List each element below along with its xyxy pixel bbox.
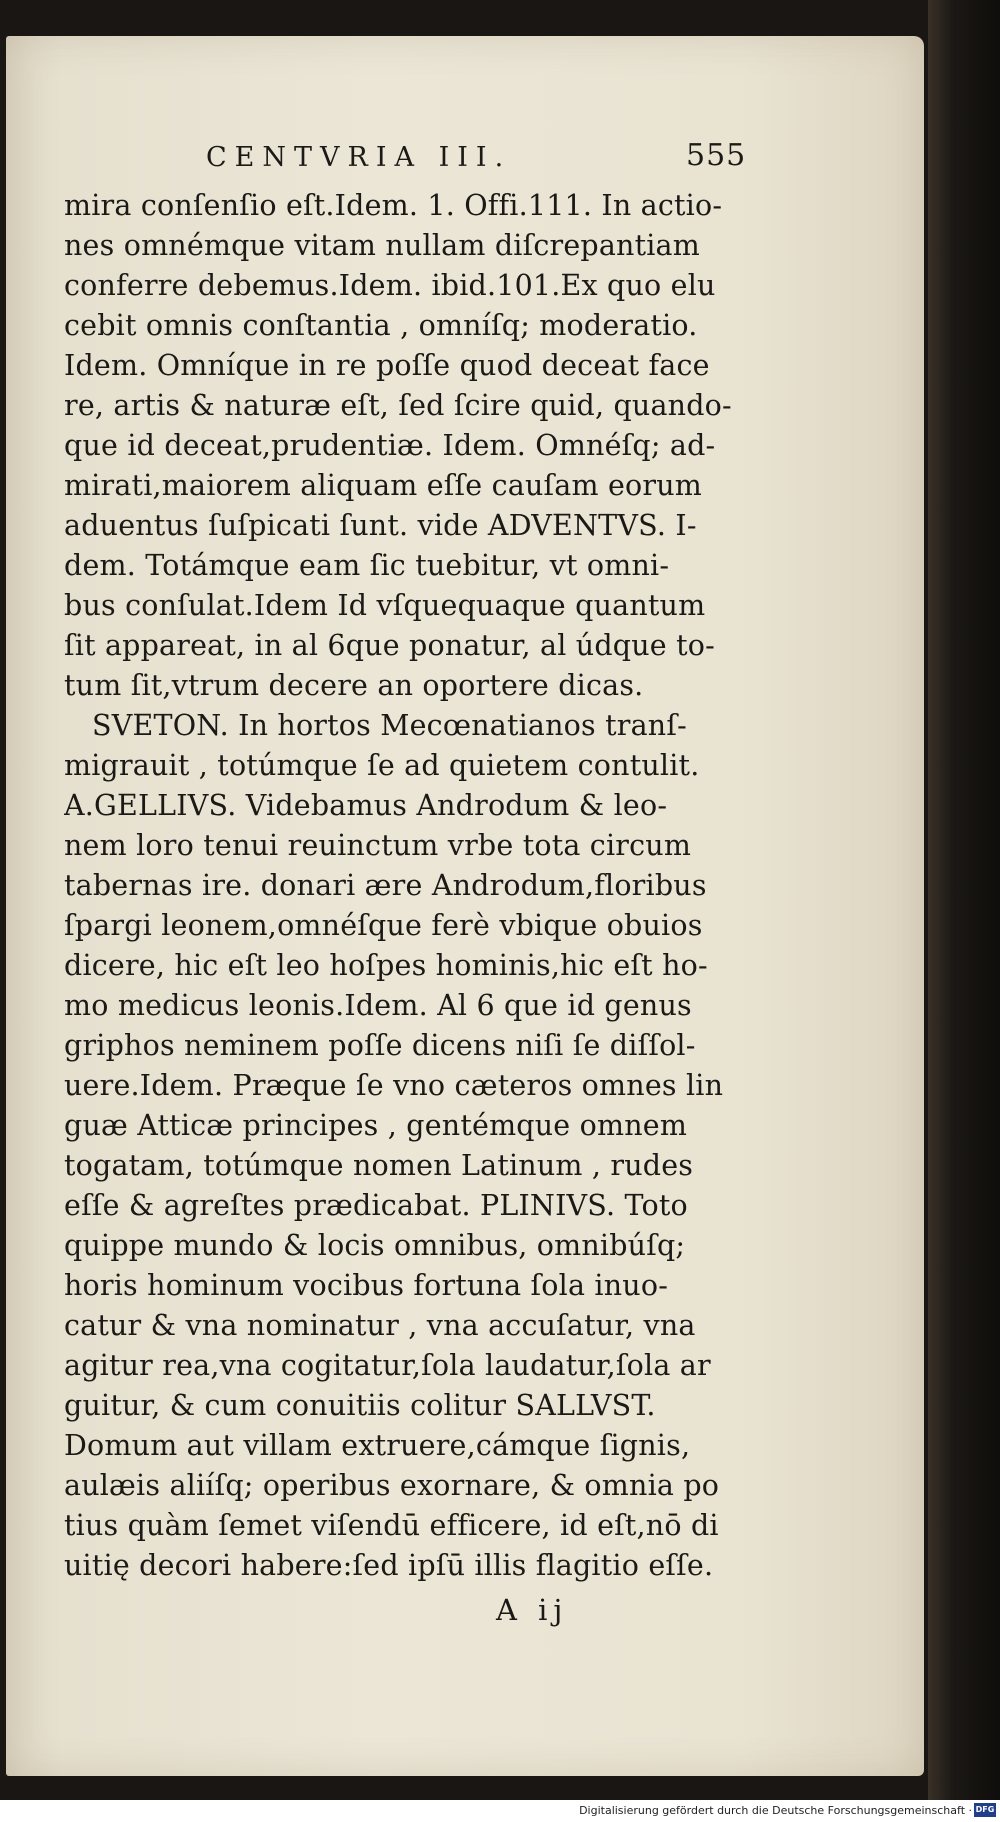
text-line: griphos neminem poſſe dicens niſi ſe diſſol- <box>64 1029 696 1062</box>
text-line: mo medicus leonis.Idem. Al 6 que id genus <box>64 989 692 1022</box>
text-line: tius quàm ſemet viſendū efficere, id eſt,nō di <box>64 1509 719 1542</box>
footer-bar <box>0 1800 1000 1822</box>
text-line: nes omnémque vitam nullam diſcrepantiam <box>64 229 700 262</box>
text-line: aduentus ſuſpicati ſunt. vide ADVENTVS. I- <box>64 509 697 542</box>
text-line: conferre debemus.Idem. ibid.101.Ex quo elu <box>64 269 716 302</box>
text-line: SVETON. In hortos Mecœnatianos tranſ- <box>92 709 687 742</box>
text-line: horis hominum vocibus fortuna ſola inuo- <box>64 1269 669 1302</box>
text-line: bus conſulat.Idem Id vſquequaque quantum <box>64 589 706 622</box>
text-line: catur & vna nominatur , vna accuſatur, vna <box>64 1309 696 1342</box>
text-line: uitię decori habere:ſed ipſū illis flagitio eſſe. <box>64 1549 714 1582</box>
text-line: uere.Idem. Præque ſe vno cæteros omnes lin <box>64 1069 724 1102</box>
text-line: Idem. Omníque in re poſſe quod deceat face <box>64 349 710 382</box>
text-line: quippe mundo & locis omnibus, omnibúſq; <box>64 1229 686 1262</box>
text-line: guitur, & cum conuitiis colitur SALLVST. <box>64 1389 656 1422</box>
text-line: A.GELLIVS. Videbamus Androdum & leo- <box>64 789 668 822</box>
text-line: ſit appareat, in al 6que ponatur, al údque to- <box>64 629 715 662</box>
text-line: tum ſit,vtrum decere an oportere dicas. <box>64 669 644 702</box>
funding-credit: Digitalisierung gefördert durch die Deutsche Forschungsgemeinschaft · <box>579 1804 972 1817</box>
body-text <box>64 186 764 1586</box>
text-line: nem loro tenui reuinctum vrbe tota circum <box>64 829 692 862</box>
text-line: guæ Atticæ principes , gentémque omnem <box>64 1109 688 1142</box>
dfg-logo-icon: DFG <box>974 1803 996 1817</box>
text-line: re, artis & naturæ eſt, ſed ſcire quid, quando- <box>64 389 732 422</box>
text-line: mira conſenſio eſt.Idem. 1. Offi.111. In actio- <box>64 189 723 222</box>
text-line: agitur rea,vna cogitatur,ſola laudatur,ſola ar <box>64 1349 711 1382</box>
running-head: CENTVRIA III. <box>206 142 512 173</box>
book-edge <box>928 0 1000 1800</box>
page-header <box>6 138 924 173</box>
text-line: dem. Totámque eam ſic tuebitur, vt omni- <box>64 549 670 582</box>
text-line: cebit omnis conſtantia , omníſq; moderatio. <box>64 309 698 342</box>
signature-mark: A ij <box>496 1593 569 1627</box>
text-line: Domum aut villam extruere,cámque ſignis, <box>64 1429 691 1462</box>
text-line: mirati,maiorem aliquam eſſe cauſam eorum <box>64 469 702 502</box>
page-number: 555 <box>686 138 747 173</box>
text-line: ſpargi leonem,omnéſque ferè vbique obuios <box>64 909 703 942</box>
text-line: migrauit , totúmque ſe ad quietem contulit. <box>64 749 700 782</box>
text-line: togatam, totúmque nomen Latinum , rudes <box>64 1149 694 1182</box>
text-line: aulæis aliíſq; operibus exornare, & omnia po <box>64 1469 720 1502</box>
text-line: que id deceat,prudentiæ. Idem. Omnéſq; ad- <box>64 429 716 462</box>
text-line: tabernas ire. donari ære Androdum,floribus <box>64 869 707 902</box>
book-page <box>6 36 924 1776</box>
text-line: dicere, hic eſt leo hoſpes hominis,hic eſt ho- <box>64 949 708 982</box>
text-line: eſſe & agreſtes prædicabat. PLINIVS. Toto <box>64 1189 688 1222</box>
